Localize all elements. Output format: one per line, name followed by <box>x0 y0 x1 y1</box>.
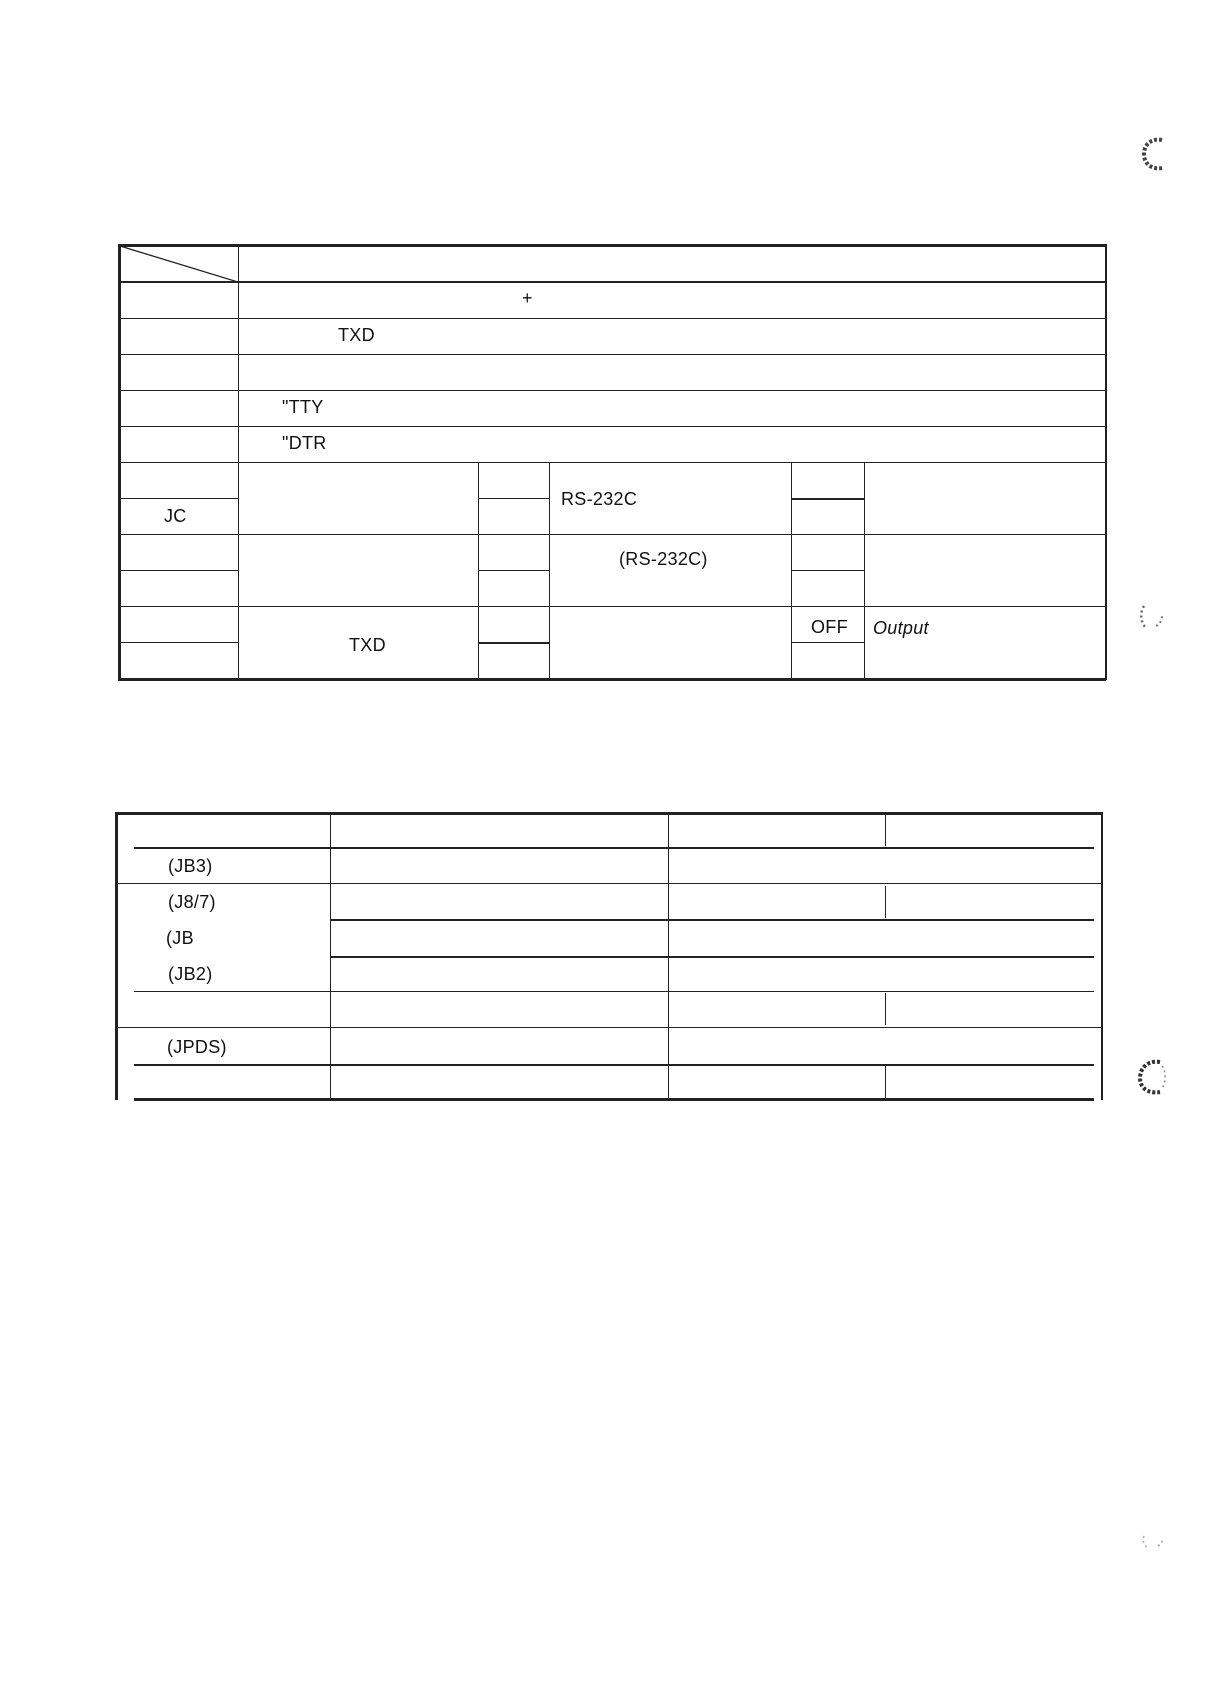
table2-col-divider <box>885 1066 886 1098</box>
txd-label-2: TXD <box>349 635 386 655</box>
tty-label: "TTY <box>282 397 324 417</box>
table2-bottom-border <box>134 1098 1094 1101</box>
table1-bottom-border <box>118 678 1106 681</box>
table1-subrow-line <box>118 498 238 499</box>
binder-hole-mark <box>1138 136 1172 172</box>
table2-right-border <box>1101 812 1103 1100</box>
table2-row-line <box>134 991 1094 992</box>
binder-hole-mark <box>1134 1058 1170 1096</box>
table2-row-line <box>115 883 1102 884</box>
jb3-label: (JB3) <box>168 856 213 876</box>
table2-row-line <box>330 956 1094 958</box>
table1-top-border <box>118 244 1106 247</box>
txd-label: TXD <box>338 325 375 345</box>
table1-col-divider <box>549 462 550 678</box>
table2-left-border <box>115 812 118 1100</box>
table1-row-line <box>118 318 1106 319</box>
jb2-label: (JB2) <box>168 964 213 984</box>
table1-col-divider <box>864 462 865 678</box>
table2-row-line <box>134 847 1094 849</box>
table2-top-border <box>115 812 1103 815</box>
table1-subrow-line <box>478 570 549 571</box>
output-label: Output <box>873 618 929 638</box>
table1-row-line <box>118 390 1106 391</box>
table2-col-divider <box>885 993 886 1025</box>
dtr-label: "DTR <box>282 433 327 453</box>
table1-row-line <box>118 534 1106 535</box>
table2-row-line <box>115 1027 1102 1028</box>
table2-col-divider <box>885 886 886 918</box>
binder-hole-mark <box>1136 602 1170 632</box>
jc-label: JC <box>164 506 187 526</box>
table1-subrow-line <box>478 498 549 499</box>
table1-subrow-line <box>118 642 238 643</box>
table2-row-line <box>330 919 1094 921</box>
table1-row-line <box>118 462 1106 463</box>
table1-subrow-line <box>118 570 238 571</box>
table2-row-line <box>134 1064 1094 1066</box>
header-diagonal <box>120 246 238 282</box>
table1-subrow-line <box>791 570 864 571</box>
table1-row-line <box>118 354 1106 355</box>
plus-sign: + <box>522 288 533 308</box>
table1-row-line <box>118 426 1106 427</box>
off-label: OFF <box>811 617 848 637</box>
jb87-label: (J8/7) <box>168 892 216 912</box>
table2-col-divider <box>330 814 331 1098</box>
rs232c-label: RS-232C <box>561 489 638 509</box>
jpds-label: (JPDS) <box>167 1037 227 1057</box>
table1-subrow-line <box>791 498 864 500</box>
binder-hole-mark <box>1138 1530 1168 1554</box>
table1-subrow-line <box>478 642 549 644</box>
table1-subrow-line <box>791 642 864 643</box>
table2-col-divider <box>885 814 886 846</box>
table1-row-line <box>118 281 1106 283</box>
jb-label: (JB <box>166 928 194 948</box>
rs232c-paren-label: (RS-232C) <box>619 549 708 569</box>
table1-row-line <box>118 606 1106 607</box>
table2-col-divider <box>668 814 669 1098</box>
